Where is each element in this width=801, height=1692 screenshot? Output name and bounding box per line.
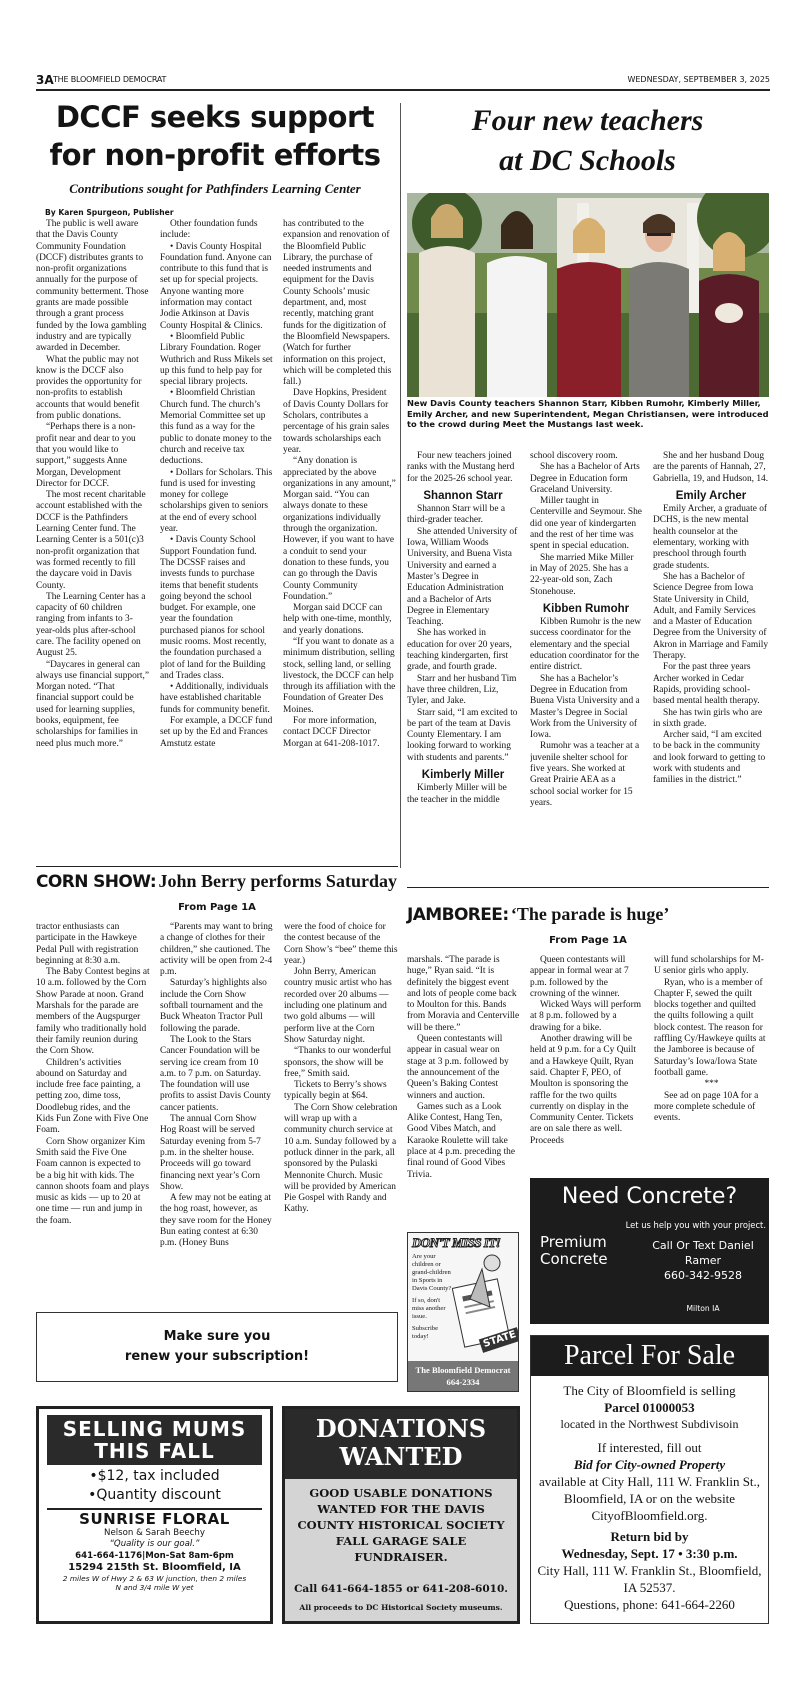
donations-call: Call 641-664-1855 or 641-208-6010. bbox=[294, 1583, 508, 1595]
article-paragraph: • Dollars for Scholars. This fund is used for investing money for college scholarships given to seniors at the end of every school year. bbox=[160, 467, 273, 535]
article-paragraph: The public is well aware that the Davis County Community Foundation (DCCF) distributes grants to non-profit organizations annually for the purpose of community betterment. Those grants are made possible through a grant process funded by the Iowa gambling industry and are typically awarded in December. bbox=[36, 219, 149, 354]
article-paragraph: John Berry, American country music artist who has recorded over 20 albums — including one platinum and two gold albums — will perform live at the Corn Show Saturday night. bbox=[284, 967, 392, 1045]
article-paragraph: marshals. “The parade is huge,” Ryan said. “It is definitely the biggest event and lots of people come back to Moulton for this. Bands from Moravia and Centerville will be there.” bbox=[407, 955, 520, 1033]
page-header bbox=[36, 73, 770, 89]
concrete-tagline: Let us help you with your project. bbox=[625, 1220, 766, 1230]
article-paragraph: Kibben Rumohr is the new success coordinator for the elementary and the special education coordinator for the entire district. bbox=[530, 617, 642, 673]
teachers-column-1 bbox=[407, 451, 519, 861]
article-paragraph: “Thanks to our wonderful sponsors, the show will be free,” Smith said. bbox=[284, 1046, 392, 1079]
dont-miss-ad bbox=[407, 1232, 519, 1392]
article-paragraph: She and her husband Doug are the parents of Hannah, 27, Gabriella, 19, and Hudson, 14. bbox=[653, 451, 769, 484]
corn-column-2 bbox=[160, 922, 274, 1292]
article-paragraph: Kimberly Miller will be the teacher in the middle bbox=[407, 783, 507, 805]
column-divider bbox=[400, 103, 401, 868]
article-paragraph: She has twin girls who are in sixth grade. bbox=[653, 707, 763, 729]
concrete-brand: Premium Concrete bbox=[540, 1233, 608, 1268]
article-paragraph: Other foundation funds include: bbox=[160, 219, 258, 241]
article-paragraph: See ad on page 10A for a more complete schedule of events. bbox=[654, 1090, 759, 1124]
jamboree-column-3 bbox=[654, 955, 769, 1175]
article-paragraph: The most recent charitable account established with the DCCF is the Pathfinders Learning Center fund. The Learning Center is a 501(c)3 non-profit organization that was formed recently to fill the daycare void in Davis County. bbox=[36, 490, 146, 591]
corn-headline: CORN SHOW: John Berry performs Saturday bbox=[36, 871, 397, 892]
dccf-column-3 bbox=[283, 219, 396, 809]
article-paragraph: She has a Bachelor’s Degree in Education from Buena Vista University and a Master’s Degree in Social Work from the University of Iowa. bbox=[530, 673, 640, 741]
article-paragraph: • Davis County Hospital Foundation fund. Anyone can contribute to this fund that is set up for special projects. Anyone wanting more information may contact Jodie Atkinson at Davis County Hospital & Clinics. bbox=[160, 241, 272, 331]
article-paragraph: A few may not be eating at the hog roast, however, as they save room for the Honey Bun eating contest at 6:30 p.m. (Honey Buns bbox=[160, 1193, 272, 1249]
article-paragraph: For the past three years Archer worked in Cedar Rapids, providing school-based mental health therapy. bbox=[653, 662, 760, 707]
jamboree-headline: JAMBOREE: ‘The parade is huge’ bbox=[407, 904, 670, 925]
subhead-miller: Kimberly Miller bbox=[421, 769, 505, 782]
subscription-box bbox=[36, 1312, 398, 1382]
dccf-column-2 bbox=[160, 219, 273, 809]
donations-ad bbox=[282, 1406, 520, 1624]
jamboree-top-rule bbox=[407, 887, 769, 888]
article-paragraph: Shannon Starr will be a third-grader teacher. bbox=[407, 504, 506, 526]
dccf-headline: DCCF seeks support for non-profit efforts bbox=[49, 100, 381, 172]
mums-title: SELLING MUMS THIS FALL bbox=[47, 1415, 262, 1465]
subhead-archer: Emily Archer bbox=[675, 489, 747, 502]
article-paragraph: The Baby Contest begins at 10 a.m. followed by the Corn Show Parade at noon. Grand Marshals for the parade are members of the Augspurger family who traditionally hold their family reunion during the Corn Show. bbox=[36, 967, 150, 1057]
dont-miss-footer: The Bloomfield Democrat 664-2334 bbox=[408, 1361, 518, 1392]
article-paragraph: She attended University of Iowa, William Woods University, and Buena Vista University and earned a Master’s Degree in Education Administration and a Bachelor of Arts Degree in Elementary Teaching. bbox=[407, 526, 518, 628]
teachers-photo-art bbox=[407, 193, 769, 397]
article-paragraph: Queen contestants will appear in casual wear on stage at 3 p.m. followed by the announcement of the Queen’s Baking Contest winners and auction. bbox=[407, 1034, 509, 1101]
article-paragraph: • Additionally, individuals have established charitable funds for community benefit. bbox=[160, 682, 270, 715]
article-paragraph: Starr and her husband Tim have three children, Liz, Tyler, and Jake. bbox=[407, 673, 517, 707]
article-paragraph: • Bloomfield Christian Church fund. The church’s Memorial Committee set up this fund as a way for the public to donate money to the church and receive tax deductions. bbox=[160, 388, 272, 467]
article-paragraph: What the public may not know is the DCCF also provides the opportunity for non-profits to establish accounts that would benefit from public donations. bbox=[36, 354, 142, 422]
corn-top-rule bbox=[36, 866, 398, 867]
corn-column-3 bbox=[284, 922, 398, 1292]
dccf-byline: By Karen Spurgeon, Publisher bbox=[45, 208, 174, 217]
mums-ad bbox=[36, 1406, 273, 1624]
article-paragraph: For more information, contact DCCF Director Morgan at 641-208-1017. bbox=[283, 716, 380, 749]
article-paragraph: Ryan, who is a member of Chapter F, sewed the quilt blocks together and quilted the quilts following a quilt block contest. The reason for raffling Cy/Hawkeye quilts at the Jamboree is because of Saturday’s Iowa/Iowa State football game. bbox=[654, 977, 766, 1078]
article-paragraph: *** bbox=[704, 1079, 719, 1090]
dont-miss-text: Are your children or grand-children in Sports in Davis County? If so, don't miss another issue. Subscribe today! bbox=[412, 1253, 452, 1340]
article-paragraph: were the food of choice for the contest because of the Corn Show’s “bee” theme this year.) bbox=[284, 922, 398, 966]
article-paragraph: The Look to the Stars Cancer Foundation will be serving ice cream from 10 a.m. to 7 p.m. on Saturday. The foundation will use profits to assist Davis County cancer patients. bbox=[160, 1034, 271, 1113]
dccf-column-1 bbox=[36, 219, 149, 809]
article-paragraph: Wicked Ways will perform at 8 p.m. followed by a drawing for a bike. bbox=[530, 1000, 642, 1033]
dont-miss-stamp: STATE bbox=[479, 1327, 519, 1353]
article-paragraph: She has a Bachelor of Arts Degree in Education form Graceland University. bbox=[530, 462, 640, 495]
issue-date: WEDNESDAY, SEPTBEMBER 3, 2025 bbox=[627, 75, 770, 84]
corn-column-1 bbox=[36, 922, 150, 1292]
article-paragraph: Queen contestants will appear in formal wear at 7 p.m. followed by the crowning of the winner. bbox=[530, 955, 629, 999]
article-paragraph: tractor enthusiasts can participate in the Hawkeye Pedal Pull with registration beginning at 8:30 a.m. bbox=[36, 922, 139, 966]
article-paragraph: Corn Show organizer Kim Smith said the Five One Foam cannon is expected to be a big hit with kids. The cannon shoots foam and plays music as kids — up to 20 at one time — run and jump in the foam. bbox=[36, 1136, 149, 1226]
article-paragraph: • Davis County School Support Foundation fund. The DCSSF raises and invests funds to purchase items that benefit students going beyond the school budget. For example, one year the foundation purchased pianos for school music rooms. Most recently, the foundation purchased a plot of land for the Building and Trades class. bbox=[160, 535, 267, 681]
article-paragraph: For example, a DCCF fund set up by the Ed and Frances Amstutz estate bbox=[160, 716, 273, 749]
mums-offers: •$12, tax included •Quantity discount bbox=[88, 1468, 221, 1503]
dccf-subhead: Contributions sought for Pathfinders Learning Center bbox=[69, 181, 361, 196]
jamboree-column-2 bbox=[530, 955, 644, 1175]
article-paragraph: Emily Archer, a graduate of DCHS, is the new mental health counselor at the elementary, working with preschool through fourth grade students. bbox=[653, 504, 768, 571]
article-paragraph: The Learning Center has a capacity of 60 children ranging from infants to 3-year-olds plus after-school care. The facility opened on August 25. bbox=[36, 591, 146, 659]
concrete-ad bbox=[530, 1178, 769, 1324]
article-paragraph: Four new teachers joined ranks with the Mustang herd for the 2025-26 school year. bbox=[407, 451, 515, 484]
article-paragraph: “Daycares in general can always use financial support,” Morgan noted. “That financial support could be used for learning supplies, books, equipment, fee scholarships for families in need plus much more.” bbox=[36, 659, 149, 749]
article-paragraph: • Bloomfield Public Library Foundation. Roger Wuthrich and Russ Mikels set up this fund to help pay for special library projects. bbox=[160, 331, 273, 388]
article-paragraph: The Corn Show celebration will wrap up with a community church service at 10 a.m. Sunday followed by a potluck dinner in the park, all sponsored by the Pulaski Mennonite Church. Music will be provided by American Pie Gospel with Randy and Kathy. bbox=[284, 1102, 398, 1215]
article-paragraph: “If you want to donate as a minimum distribution, selling stock, selling land, or selling livestock, the DCCF can help through its affiliation with the Foundation of Greater Des Moines. bbox=[283, 636, 396, 715]
paper-name: THE BLOOMFIELD DEMOCRAT bbox=[53, 75, 167, 84]
teachers-column-2 bbox=[530, 451, 642, 861]
subscription-text: Make sure you renew your subscription! bbox=[124, 1329, 310, 1364]
concrete-location: Milton IA bbox=[686, 1304, 720, 1313]
donations-title: DONATIONS WANTED bbox=[285, 1409, 517, 1479]
article-paragraph: She has a Bachelor of Science Degree from Iowa State University in Child, Adult, and Family Services and a Master of Education Degree from the University of Akron in Marriage and Family Therapy. bbox=[653, 571, 769, 662]
article-paragraph: Archer said, “I am excited to be back in the community and look forward to getting to work with students and families in the district.” bbox=[653, 730, 766, 786]
teachers-column-3 bbox=[653, 451, 769, 861]
donations-footer: All proceeds to DC Historical Society museums. bbox=[299, 1603, 503, 1612]
concrete-title: Need Concrete? bbox=[561, 1184, 738, 1209]
article-paragraph: Rumohr was a teacher at a juvenile shelter school for five years. She worked at Great Prairie AEA as a school social worker for 15 years. bbox=[530, 741, 640, 808]
dont-miss-title: DON'T MISS IT! bbox=[412, 1235, 501, 1250]
article-paragraph: Saturday’s highlights also include the Corn Show softball tournament and the Buck Wheaton Tractor Pull following the parade. bbox=[160, 978, 267, 1034]
donations-body: GOOD USABLE DONATIONS WANTED FOR THE DAVIS COUNTY HISTORICAL SOCIETY FALL GARAGE SALE FUNDRAISER. bbox=[297, 1486, 505, 1564]
article-paragraph: has contributed to the expansion and renovation of the Bloomfield Public Library, the purchase of needed instruments and equipment for the Davis County Schools’ music department, and, most recently, matching grant funds for the digitization of the Bloomfield Newspapers. (Watch for further information on this project, which will be completed this fall.) bbox=[283, 219, 392, 388]
teachers-headline: Four new teachers at DC Schools bbox=[471, 104, 704, 177]
teachers-photo-caption: New Davis County teachers Shannon Starr, Kibben Rumohr, Kimberly Miller, Emily Archer, and new Superintendent, Megan Christiansen, were introduced to the crowd during Meet the Mustangs last week. bbox=[407, 398, 769, 430]
parcel-title: Parcel For Sale bbox=[531, 1336, 768, 1376]
newspaper-illustration bbox=[452, 1253, 518, 1371]
mums-shop-info: SUNRISE FLORAL Nelson & Sarah Beechy “Quality is our goal.” 641-664-1176|Mon-Sat 8am-6pm 15294 215th St. Bloomfield, IA 2 miles W of Hwy 2 & 63 W junction, then 2 miles N and 3/4 mile W yet bbox=[62, 1510, 247, 1592]
header-rule bbox=[36, 89, 770, 91]
subhead-rumohr: Kibben Rumohr bbox=[542, 602, 630, 615]
article-paragraph: Children’s activities abound on Saturday and include free face painting, a petting zoo, dime toss, Doodlebug rides, and the Kids Fun Zone with Five One Foam. bbox=[36, 1057, 149, 1136]
subhead-starr: Shannon Starr bbox=[423, 489, 503, 502]
parcel-body: The City of Bloomfield is selling Parcel 01000053 located in the Northwest Subdivisoin If interested, fill out Bid for City-owned Property available at City Hall, 111 W. Franklin St., Bloomfield, IA or on the website CityofBloomfield.org. Return bid by Wednesday, Sept. 17 • 3:30 p.m. City Hall, 111 W. Franklin St., Bloomfield, IA 52537. Questions, phone: 641-664-2260 bbox=[537, 1383, 762, 1612]
article-paragraph: “Parents may want to bring a change of clothes for their children,” she cautioned. The activity will be open from 2-4 p.m. bbox=[160, 922, 273, 978]
article-paragraph: The annual Corn Show Hog Roast will be served Saturday evening from 5-7 p.m. in the shelter house. Proceeds will go toward financing next year’s Corn Show. bbox=[160, 1114, 261, 1192]
article-paragraph: She has worked in education for over 20 years, teaching kindergarten, first grade, and fourth grade. bbox=[407, 628, 512, 673]
article-paragraph: Another drawing will be held at 9 p.m. for a Cy Quilt and a Hawkeye Quilt, Ryan said. Chapter F, PEO, of Moulton is sponsoring the raffle for the two quilts currently on display in the Community Center. Tickets are on sale there as well. Proceeds bbox=[530, 1034, 636, 1146]
teachers-photo bbox=[407, 193, 769, 397]
article-paragraph: Tickets to Berry’s shows typically begin at $64. bbox=[284, 1080, 387, 1102]
page-number: 3A bbox=[36, 73, 54, 87]
article-paragraph: Dave Hopkins, President of Davis County Dollars for Scholars, contributes a percentage of his grain sales towards scholarships each year. bbox=[283, 388, 390, 455]
article-paragraph: Games such as a Look Alike Contest, Hang Ten, Good Vibes Match, and Karaoke Roulette will take place at 4 p.m. preceding the final round of Good Vibes Trivia. bbox=[407, 1101, 516, 1180]
article-paragraph: “Perhaps there is a non-profit near and dear to you that you would like to support,” suggests Anne Morgan, Development Director for DCCF. bbox=[36, 422, 136, 489]
parcel-ad bbox=[530, 1335, 769, 1624]
article-paragraph: Miller taught in Centerville and Seymour. She did one year of kindergarten and the rest of her time was spent in special education. bbox=[530, 496, 642, 552]
article-paragraph: Morgan said DCCF can help with one-time, monthly, and yearly donations. bbox=[283, 603, 392, 636]
concrete-contact: Call Or Text Daniel Ramer 660-342-9528 bbox=[652, 1239, 754, 1282]
article-paragraph: Starr said, “I am excited to be part of the team at Davis County Elementary. I am looking forward to working with students and parents.” bbox=[407, 707, 518, 763]
article-paragraph: “Any donation is appreciated by the above organizations in any amount,” Morgan said. “You can always donate to these organizations individually through the organization. However, if you want to have a conduit to send your donation to these funds, you can go through the Davis County Community Foundation.” bbox=[283, 456, 396, 602]
jamboree-column-1 bbox=[407, 955, 521, 1230]
article-paragraph: She married Mike Miller in May of 2025. She has a 22-year-old son, Zach Stonehouse. bbox=[530, 552, 634, 597]
jamboree-jump: From Page 1A bbox=[549, 935, 627, 946]
article-paragraph: school discovery room. bbox=[530, 451, 618, 461]
corn-jump: From Page 1A bbox=[178, 902, 256, 913]
article-paragraph: will fund scholarships for M-U senior girls who apply. bbox=[654, 955, 764, 977]
